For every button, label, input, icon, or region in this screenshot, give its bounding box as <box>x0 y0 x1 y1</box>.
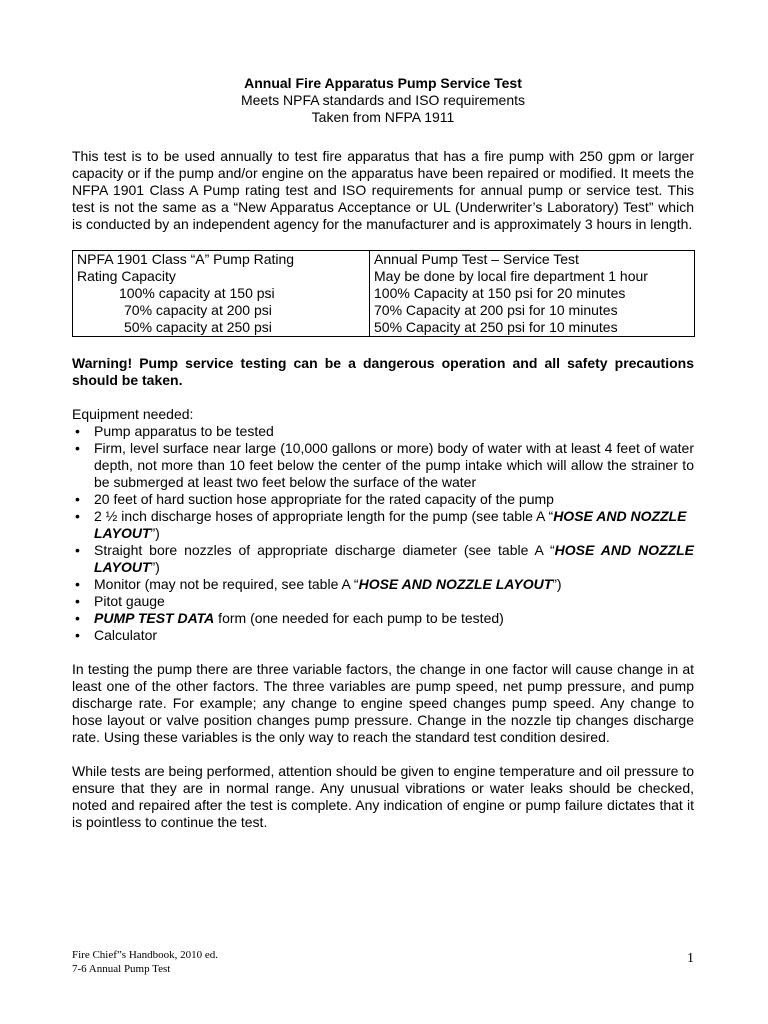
comparison-table <box>72 250 695 337</box>
list-item-text: 2 ½ inch discharge hoses of appropriate length for the pump (see table A “ <box>94 508 554 524</box>
page-footer <box>72 948 694 976</box>
list-item-text: Monitor (may not be required, see table A “ <box>94 576 359 592</box>
list-item-text: ”) <box>150 559 160 575</box>
table-left-line: 70% capacity at 200 psi <box>124 302 272 318</box>
list-item-text: form (one needed for each pump to be tested) <box>214 610 504 626</box>
table-left-line: 100% capacity at 150 psi <box>119 285 275 301</box>
table-right-line: Annual Pump Test – Service Test <box>374 251 579 267</box>
list-item <box>94 542 694 576</box>
list-item-text: Straight bore nozzles of appropriate discharge diameter (see table A “ <box>94 542 555 558</box>
table-right-line: 50% Capacity at 250 psi for 10 minutes <box>374 319 618 335</box>
list-item-emphasis: PUMP TEST DATA <box>94 610 215 626</box>
footer-source: Fire Chief”s Handbook, 2010 ed. <box>72 949 219 961</box>
variables-paragraph: In testing the pump there are three variable factors, the change in one factor will cause change in at least one of the other factors. The three variables are pump speed, net pump pressure, and pump discharge rate. For example; any change to engine speed changes pump speed. Any change to hose layout or valve position changes pump pressure. Change in the nozzle tip changes discharge rate. Using these variables is the only way to reach the standard test condition desired. <box>72 661 694 745</box>
table-left-line: 50% capacity at 250 psi <box>124 319 272 335</box>
table-cell-left <box>73 251 370 337</box>
list-item-text: ”) <box>552 576 562 592</box>
page-content <box>72 75 694 831</box>
document-subtitle: Meets NPFA standards and ISO requirements <box>240 92 526 108</box>
table-left-line: NPFA 1901 Class “A” Pump Rating <box>77 251 295 267</box>
footer-section: 7-6 Annual Pump Test <box>72 963 171 975</box>
list-item <box>94 491 694 508</box>
list-item-text: Firm, level surface near large (10,000 gallons or more) body of water with at least 4 feet of water depth, not more than 10 feet below the center of the pump intake which will allow the strainer to be submerged at least two feet below the surface of the water <box>94 440 694 490</box>
table-cell-right <box>370 251 695 337</box>
table-right-line: May be done by local fire department 1 hour <box>374 268 648 284</box>
list-item-text: Pump apparatus to be tested <box>94 423 274 439</box>
table-right-line: 100% Capacity at 150 psi for 20 minutes <box>374 285 626 301</box>
document-source: Taken from NFPA 1911 <box>311 109 455 125</box>
list-item <box>94 423 694 440</box>
list-item <box>94 508 694 542</box>
page-number: 1 <box>687 951 694 966</box>
list-item <box>94 627 694 644</box>
list-item <box>94 593 694 610</box>
attention-paragraph: While tests are being performed, attention should be given to engine temperature and oil pressure to ensure that they are in normal range. Any unusual vibrations or water leaks should be checked, noted and repaired after the test is complete. Any indication of engine or pump failure dictates that it is pointless to continue the test. <box>72 763 694 830</box>
list-item <box>94 440 694 491</box>
list-item-emphasis: HOSE AND NOZZLE LAYOUT <box>94 508 687 541</box>
list-item-emphasis: HOSE AND NOZZLE LAYOUT <box>358 576 553 592</box>
table-left-line: Rating Capacity <box>77 268 176 284</box>
document-title: Annual Fire Apparatus Pump Service Test <box>244 75 522 91</box>
equipment-heading: Equipment needed: <box>72 406 194 422</box>
table-right-line: 70% Capacity at 200 psi for 10 minutes <box>374 302 618 318</box>
list-item-text: Calculator <box>94 627 158 643</box>
list-item-text: ”) <box>150 525 160 541</box>
warning-paragraph: Warning! Pump service testing can be a dangerous operation and all safety precautions should be taken. <box>72 355 694 388</box>
equipment-list <box>72 423 694 644</box>
list-item <box>94 610 694 627</box>
list-item-emphasis: HOSE AND NOZZLE LAYOUT <box>94 542 694 575</box>
list-item-text: 20 feet of hard suction hose appropriate for the rated capacity of the pump <box>94 491 554 507</box>
table-row <box>73 251 695 337</box>
list-item <box>94 576 694 593</box>
list-item-text: Pitot gauge <box>94 593 165 609</box>
intro-paragraph: This test is to be used annually to test fire apparatus that has a fire pump with 250 gpm or larger capacity or if the pump and/or engine on the apparatus have been repaired or modified. It meets the NFPA 1901 Class A Pump rating test and ISO requirements for annual pump or service test. This test is not the same as a “New Apparatus Acceptance or UL (Underwriter’s Laboratory) Test” which is conducted by an independent agency for the manufacturer and is approximately 3 hours in length. <box>72 148 694 232</box>
